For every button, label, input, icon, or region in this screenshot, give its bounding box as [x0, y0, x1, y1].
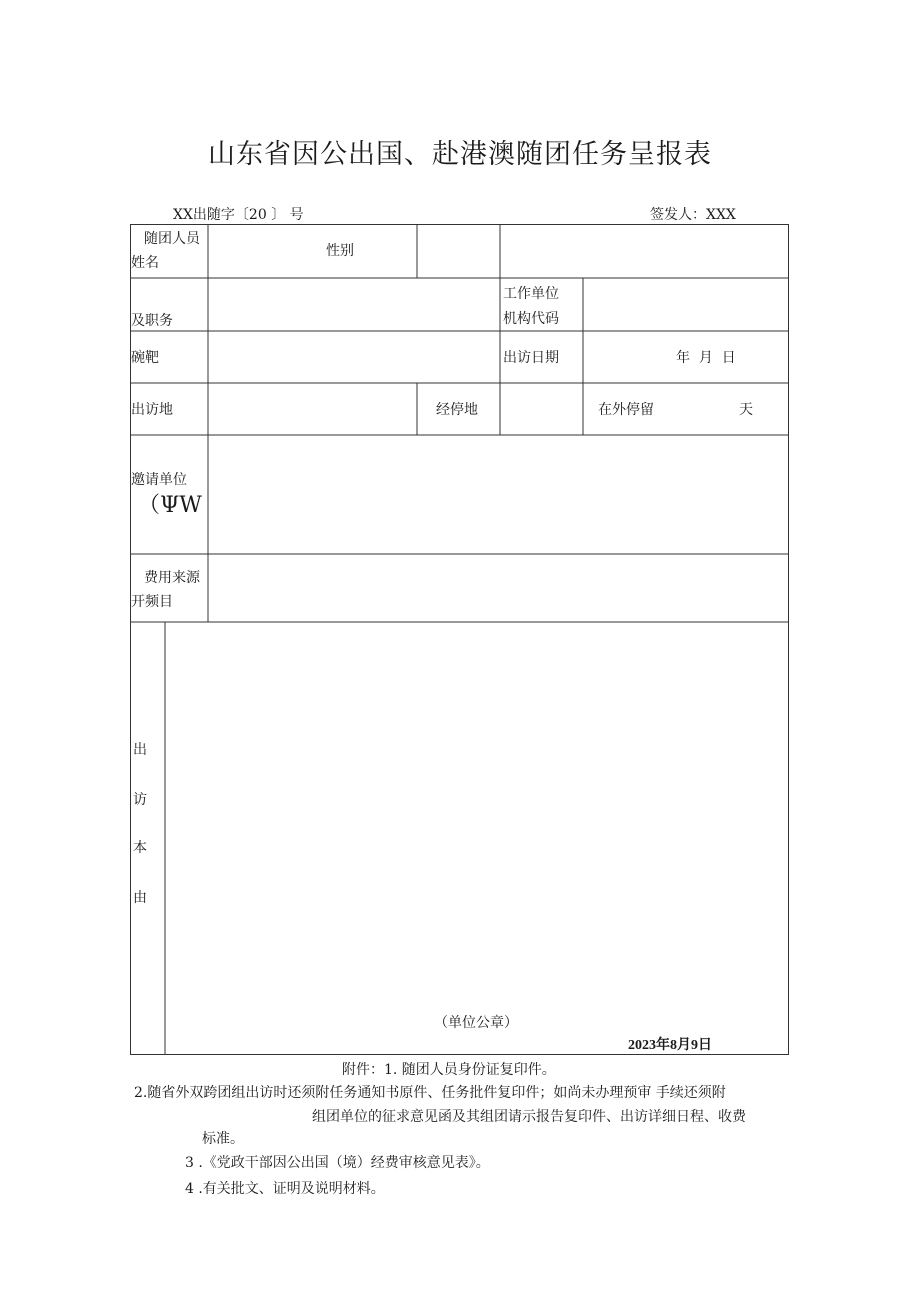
name-label-line1: 随团人员: [144, 231, 200, 247]
issuer-label: 签发人：XXX: [650, 207, 736, 223]
inviter-label-line1: 邀请单位: [131, 472, 187, 488]
attachment-line-2: 2.随省外双跨团组出访时还须附任务通知书原件、任务批件复印件；如尚未办理预审 手续还须附: [134, 1085, 726, 1101]
attachment-line-4: 标准。: [202, 1131, 244, 1147]
application-form-table: [130, 224, 789, 1055]
visit-date-label: 出访日期: [503, 350, 559, 366]
target-label: 碗靶: [131, 350, 159, 366]
attachment-line-5: 3 .《党政干部因公出国（境）经费审核意见表》。: [185, 1155, 490, 1171]
work-unit-label-line1: 工作单位: [503, 286, 559, 302]
position-label: 及职务: [131, 313, 173, 329]
funding-label-line2: 开频目: [131, 594, 173, 610]
reason-char-2: 访: [133, 792, 147, 808]
reason-char-1: 出: [133, 742, 147, 758]
attachment-line-3: 组团单位的征求意见函及其组团请示报告复印件、出访详细日程、收费: [312, 1109, 746, 1125]
visit-date-value: 年 月 日: [676, 350, 736, 366]
form-title: 山东省因公出国、赴港澳随团任务呈报表: [208, 139, 712, 170]
document-number: XX出随字〔20 〕 号: [173, 207, 304, 223]
name-label-line2: 姓名: [131, 255, 159, 271]
form-date: 2023年8月9日: [628, 1038, 712, 1053]
attachment-line-6: 4 .有关批文、证明及说明材料。: [185, 1181, 385, 1197]
reason-char-4: 由: [133, 890, 147, 906]
transit-label: 经停地: [436, 402, 478, 418]
reason-char-3: 本: [133, 840, 147, 856]
stay-abroad-label: 在外停留: [598, 402, 654, 418]
gender-label: 性别: [326, 243, 354, 259]
unit-stamp-label: （单位公章）: [434, 1015, 518, 1031]
inviter-label-line2: （ΨW: [138, 493, 202, 518]
work-unit-label-line2: 机构代码: [503, 311, 559, 327]
stay-days-unit: 天: [739, 402, 753, 418]
funding-label-line1: 费用来源: [144, 570, 200, 586]
destination-label: 出访地: [131, 402, 173, 418]
attachment-line-1: 附件：1. 随团人员身份证复印件。: [342, 1062, 556, 1078]
